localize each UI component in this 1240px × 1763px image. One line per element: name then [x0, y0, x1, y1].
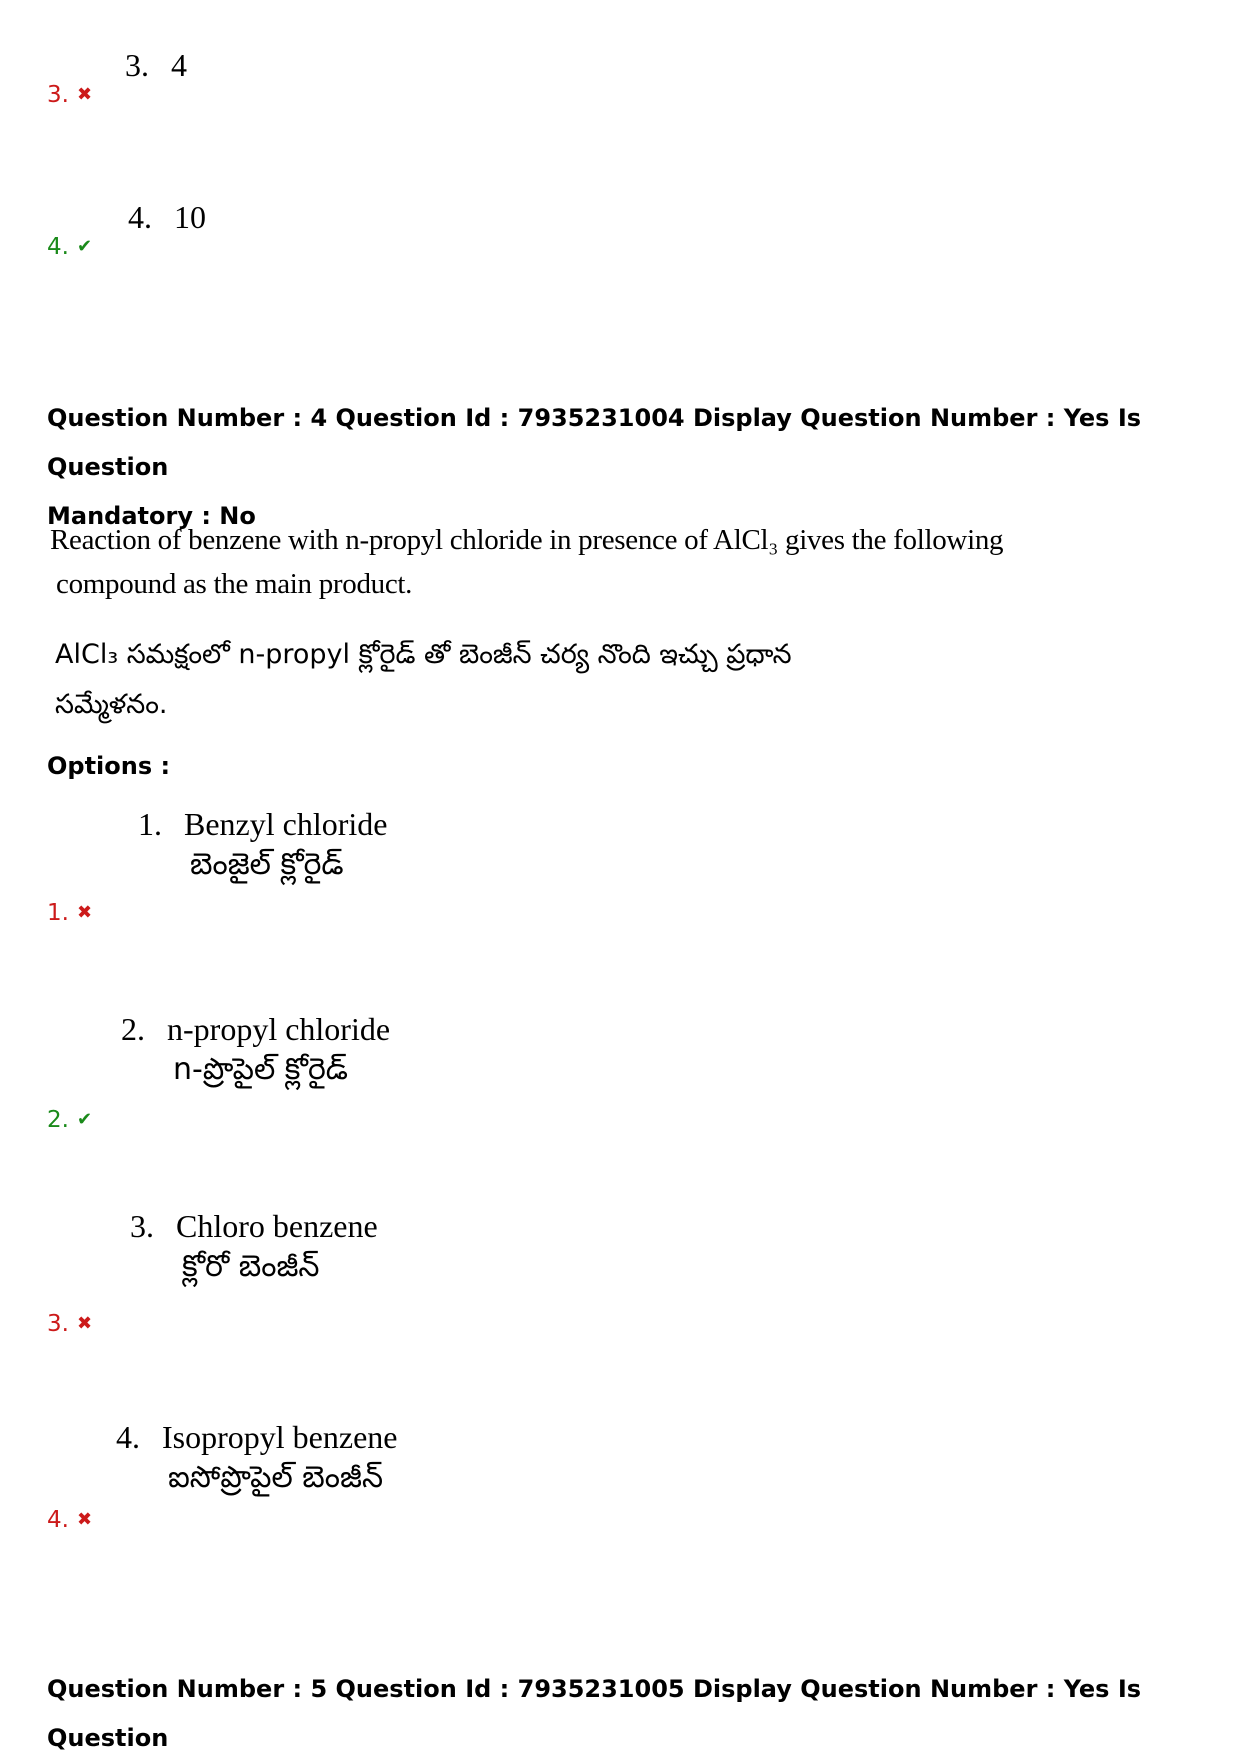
question-text-en-line: Reaction of benzene with n-propyl chloride in presence of AlCl₃ gives the following: [50, 524, 1004, 556]
question-4-text-telugu: [55, 630, 1155, 730]
option-3-content: [130, 1207, 378, 1285]
option-text-te: n-ప్రొపైల్ క్లోరైడ్: [173, 1052, 348, 1088]
option-number: 4.: [116, 1419, 140, 1455]
option-text: 10: [174, 199, 206, 235]
cross-icon: ✖: [76, 84, 93, 105]
options-label: Options :: [47, 752, 171, 780]
question-text-en-line: compound as the main product.: [56, 568, 413, 600]
option-text: 4: [171, 47, 187, 83]
option-marker-label: 4.: [47, 1507, 69, 1533]
option-4-content: [116, 1418, 397, 1496]
option-1-marker: [47, 900, 92, 926]
option-text-en: Chloro benzene: [176, 1208, 378, 1244]
prev-option-4-marker: [47, 234, 92, 260]
prev-option-3-marker: [47, 82, 92, 108]
cross-icon: ✖: [76, 1313, 93, 1334]
question-header-line: Mandatory : No: [47, 502, 256, 530]
prev-option-4-content: [128, 198, 206, 236]
question-4-text: [50, 518, 1150, 606]
option-marker-label: 3.: [47, 1311, 69, 1337]
option-text-te: క్లోరో బెంజీన్: [182, 1249, 320, 1285]
question-text-te-line: AlCl₃ సమక్షంలో n-propyl క్లోరైడ్ తో బెంజీన్ చర్య నొంది ఇచ్చు ప్రధాన: [55, 639, 792, 670]
option-text-en: Benzyl chloride: [184, 806, 388, 842]
cross-icon: ✖: [76, 1509, 93, 1530]
option-text-en: n-propyl chloride: [167, 1011, 391, 1047]
prev-option-3-content: [125, 46, 187, 84]
option-number: 3.: [130, 1208, 154, 1244]
option-3-marker: [47, 1311, 92, 1337]
option-number: 3.: [125, 47, 149, 83]
option-2-content: [121, 1010, 390, 1088]
option-1-content: [138, 805, 387, 883]
option-text-te: బెంజైల్ క్లోరైడ్: [190, 847, 344, 883]
check-icon: ✔: [76, 236, 93, 257]
option-4-marker: [47, 1507, 92, 1533]
question-header-line: Question Number : 4 Question Id : 7935231004 Display Question Number : Yes Is Question: [47, 404, 1142, 481]
option-marker-label: 3.: [47, 82, 69, 108]
option-marker-label: 4.: [47, 234, 69, 260]
check-icon: ✔: [76, 1109, 93, 1130]
option-number: 1.: [138, 806, 162, 842]
question-text-te-line: సమ్మేళనం.: [55, 689, 168, 720]
option-marker-label: 2.: [47, 1107, 69, 1133]
cross-icon: ✖: [76, 902, 93, 923]
option-text-te: ఐసోప్రొపైల్ బెంజీన్: [168, 1460, 384, 1496]
option-number: 4.: [128, 199, 152, 235]
option-text-en: Isopropyl benzene: [162, 1419, 398, 1455]
option-number: 2.: [121, 1011, 145, 1047]
option-marker-label: 1.: [47, 900, 69, 926]
question-5-header: Question Number : 5 Question Id : 7935231005 Display Question Number : Yes Is Question: [47, 1675, 1142, 1752]
option-2-marker: [47, 1107, 92, 1133]
